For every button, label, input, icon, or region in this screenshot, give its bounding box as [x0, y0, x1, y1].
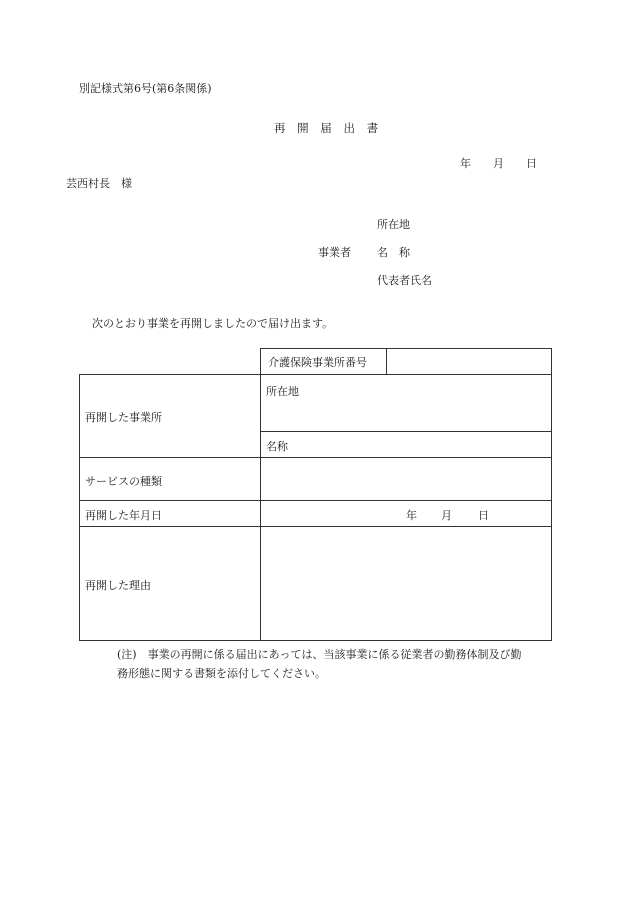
facility-name-cell[interactable]	[260, 431, 552, 458]
facility-address-cell[interactable]	[260, 374, 552, 432]
reason-label: 再開した理由	[85, 579, 151, 592]
applicant-representative-label: 代表者氏名	[377, 274, 432, 287]
reopen-year-label: 年	[406, 509, 417, 522]
facility-label: 再開した事業所	[85, 411, 162, 424]
facility-name-label: 名称	[266, 440, 288, 453]
reopen-month-label: 月	[441, 509, 452, 522]
insurance-number-label: 介護保険事業所番号	[268, 356, 367, 369]
submission-date	[460, 155, 537, 171]
reopen-date-label: 再開した年月日	[85, 509, 162, 522]
note-line-1: (注) 事業の再開に係る届出にあっては、当該事業に係る従業者の勤務体制及び勤	[117, 648, 522, 661]
facility-address-label: 所在地	[266, 385, 299, 398]
reopen-day-label: 日	[478, 509, 489, 522]
service-type-label: サービスの種類	[85, 475, 162, 488]
intro-text: 次のとおり事業を再開しましたので届け出ます。	[92, 317, 334, 330]
date-day-label: 日	[526, 157, 537, 170]
addressee: 芸西村長 様	[66, 177, 132, 190]
date-year-label: 年	[460, 157, 471, 170]
note-line-2: 務形態に関する書類を添付してください。	[117, 667, 326, 680]
insurance-number-input[interactable]	[386, 348, 552, 375]
applicant-address-label: 所在地	[377, 218, 410, 231]
date-month-label: 月	[493, 157, 504, 170]
reopen-table	[79, 348, 552, 641]
applicant-name-label: 名 称	[377, 246, 410, 259]
applicant-business-label: 事業者	[318, 246, 351, 259]
service-type-input[interactable]	[260, 457, 552, 501]
reason-input[interactable]	[260, 526, 552, 641]
form-id: 別記様式第6号(第6条関係)	[79, 82, 212, 95]
document-title: 再 開 届 出 書	[274, 121, 383, 135]
